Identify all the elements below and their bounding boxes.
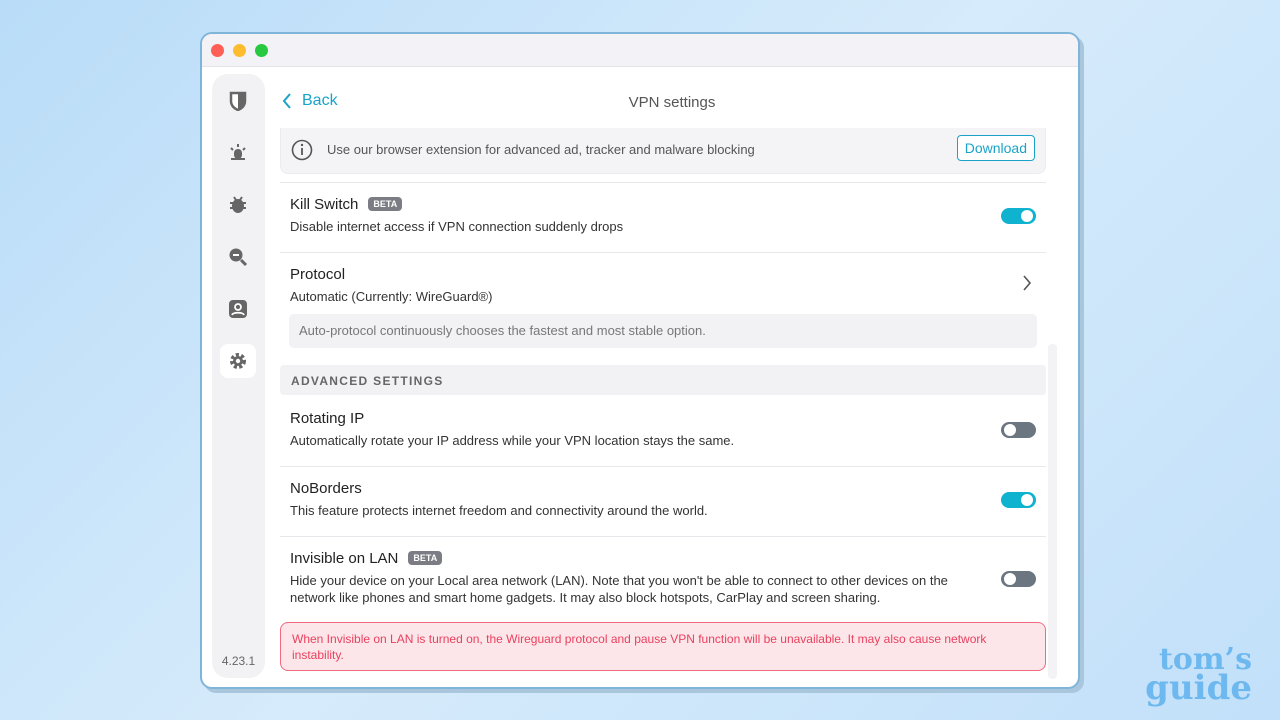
scrollbar[interactable] — [1048, 344, 1057, 679]
search-privacy-icon — [228, 247, 248, 267]
rotating-ip-toggle[interactable] — [1001, 422, 1036, 438]
sidebar-item-settings[interactable] — [220, 344, 256, 378]
divider — [280, 252, 1046, 253]
sidebar — [212, 74, 265, 678]
kill-switch-desc: Disable internet access if VPN connection suddenly drops — [290, 219, 624, 234]
invisible-lan-title: Invisible on LAN BETA — [290, 550, 442, 567]
watermark-logo: tom’s guide — [1145, 642, 1252, 708]
protocol-note: Auto-protocol continuously chooses the fastest and most stable option. — [289, 314, 1037, 348]
zoom-window-button[interactable] — [255, 44, 268, 57]
alarm-icon — [228, 143, 248, 163]
advanced-settings-header: ADVANCED SETTINGS — [280, 365, 1046, 395]
beta-badge: BETA — [408, 551, 442, 565]
sidebar-item-account[interactable] — [220, 292, 256, 326]
divider — [280, 466, 1046, 467]
invisible-lan-toggle[interactable] — [1001, 571, 1036, 587]
account-icon — [228, 299, 248, 319]
bug-icon — [228, 195, 248, 215]
divider — [280, 182, 1046, 183]
noborders-desc: This feature protects internet freedom and connectivity around the world. — [290, 503, 708, 518]
close-window-button[interactable] — [211, 44, 224, 57]
banner-text: Use our browser extension for advanced ad, tracker and malware blocking — [327, 142, 755, 157]
divider — [280, 536, 1046, 537]
invisible-lan-desc: Hide your device on your Local area network (LAN). Note that you won't be able to connect to other devices on the network like phones and smart home gadgets. It may also block hotspots, CarPlay and screen sharing. — [290, 573, 948, 605]
gear-icon — [228, 351, 248, 371]
kill-switch-title: Kill Switch BETA — [290, 196, 402, 213]
sidebar-item-alerts[interactable] — [220, 136, 256, 170]
noborders-toggle[interactable] — [1001, 492, 1036, 508]
sidebar-item-scan[interactable] — [220, 240, 256, 274]
app-version: 4.23.1 — [221, 654, 256, 668]
beta-badge: BETA — [368, 197, 402, 211]
extension-banner — [280, 128, 1046, 174]
protocol-title: Protocol — [290, 266, 346, 283]
info-icon — [291, 139, 313, 161]
sidebar-item-antivirus[interactable] — [220, 188, 256, 222]
rotating-ip-title: Rotating IP — [290, 410, 365, 427]
kill-switch-toggle[interactable] — [1001, 208, 1036, 224]
noborders-title: NoBorders — [290, 480, 362, 497]
app-window — [200, 32, 1080, 689]
minimize-window-button[interactable] — [233, 44, 246, 57]
page-title: VPN settings — [628, 94, 716, 111]
protocol-desc: Automatic (Currently: WireGuard®) — [290, 289, 493, 304]
back-label: Back — [302, 92, 338, 109]
title-bar — [202, 34, 1078, 67]
download-button[interactable]: Download — [957, 135, 1035, 161]
rotating-ip-desc: Automatically rotate your IP address while your VPN location stays the same. — [290, 433, 735, 448]
chevron-right-icon[interactable] — [1022, 275, 1032, 291]
invisible-lan-warning: When Invisible on LAN is turned on, the Wireguard protocol and pause VPN function will be unavailable. It may also cause network instability. — [280, 622, 1046, 671]
